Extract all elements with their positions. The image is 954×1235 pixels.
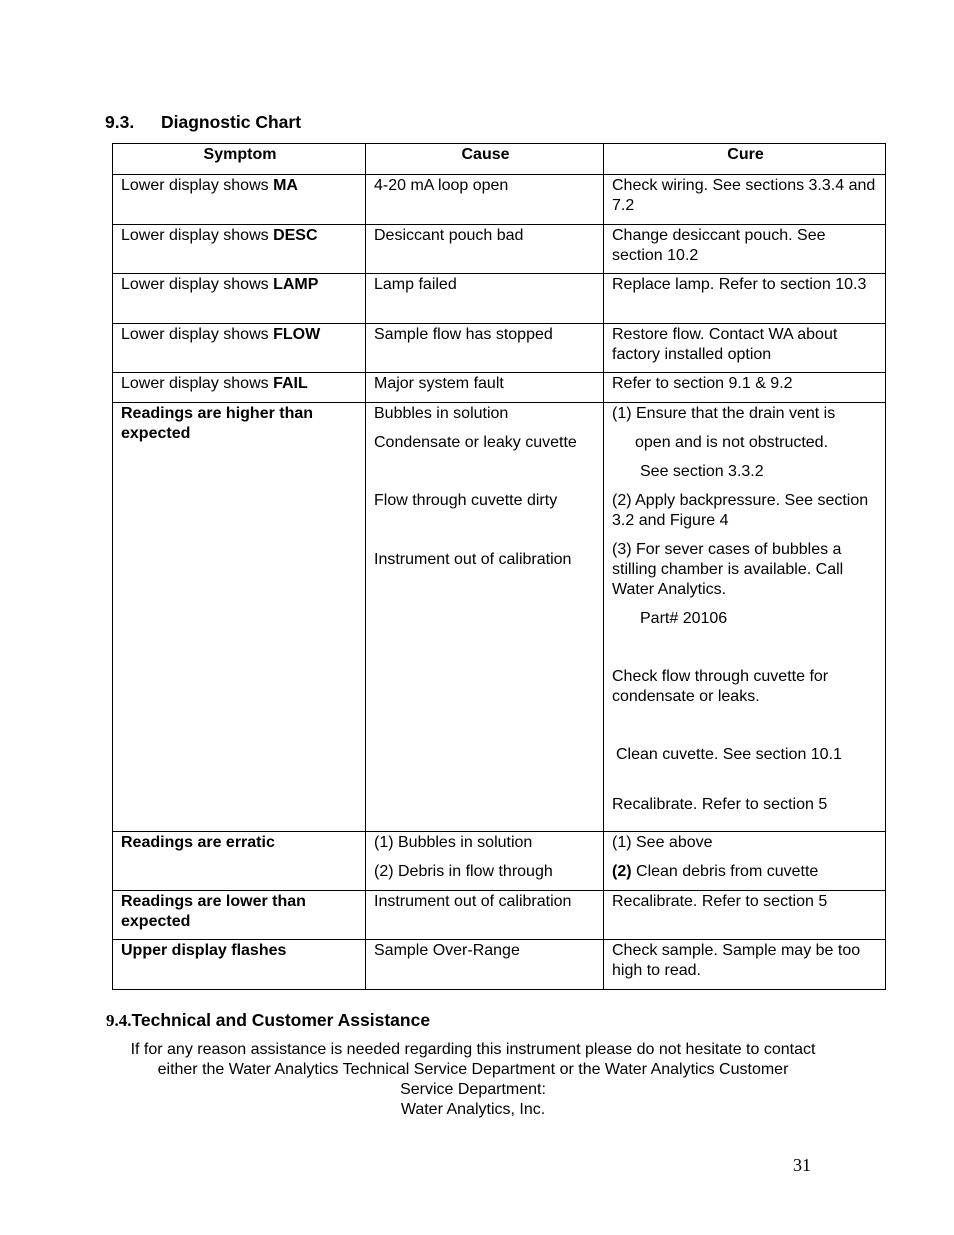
symptom-text: Lower display shows (121, 375, 274, 392)
symptom-cell (113, 324, 366, 373)
header-cure: Cure (604, 144, 886, 175)
cause-cell: Sample Over-Range (366, 940, 604, 990)
cure-cell: Replace lamp. Refer to section 10.3 (604, 274, 886, 324)
section-number: 9.3. (105, 112, 135, 132)
cause-item: Instrument out of calibration (374, 551, 572, 568)
symptom-text: Lower display shows (121, 276, 274, 293)
table-header-row (113, 144, 886, 175)
table-row-erratic (113, 832, 886, 891)
symptom-text: Lower display shows (121, 326, 274, 343)
section-heading-9-4 (106, 1010, 430, 1031)
cure-cell: Change desiccant pouch. See section 10.2 (604, 225, 886, 274)
symptom-cell: Readings are erratic (113, 832, 366, 891)
symptom-text: Lower display shows (121, 227, 274, 244)
cure-item: See section 3.3.2 (640, 463, 764, 480)
cure-text: Clean debris from cuvette (631, 863, 819, 880)
assistance-line: Service Department: (400, 1081, 546, 1098)
assistance-line: either the Water Analytics Technical Service Department or the Water Analytics Customer (157, 1061, 789, 1078)
table-row (113, 225, 886, 274)
cause-cell (366, 403, 604, 832)
table-row-higher (113, 403, 886, 832)
cure-number: (2) (612, 863, 632, 880)
page-number: 31 (793, 1155, 811, 1175)
cause-cell (366, 832, 604, 891)
section-heading-9-3 (105, 112, 301, 133)
cause-cell: Instrument out of calibration (366, 891, 604, 940)
section-number: 9.4. (106, 1011, 132, 1030)
cure-item (612, 862, 879, 882)
cure-item: Recalibrate. Refer to section 5 (612, 796, 828, 813)
table-row-lower (113, 891, 886, 940)
table-row (113, 274, 886, 324)
symptom-cell (113, 225, 366, 274)
cure-cell (604, 403, 886, 832)
display-code: DESC (273, 227, 318, 244)
assistance-paragraph (96, 1040, 850, 1120)
cure-cell: Check wiring. See sections 3.3.4 and 7.2 (604, 175, 886, 225)
cause-cell: Sample flow has stopped (366, 324, 604, 373)
cure-item: (1) See above (612, 834, 713, 851)
cure-cell: Recalibrate. Refer to section 5 (604, 891, 886, 940)
symptom-cell: Readings are higher than expected (113, 403, 366, 832)
table-row (113, 324, 886, 373)
cure-item: (2) Apply backpressure. See section 3.2 and Figure 4 (612, 492, 869, 529)
cure-cell (604, 832, 886, 891)
display-code: FAIL (273, 375, 308, 392)
cure-cell: Refer to section 9.1 & 9.2 (604, 373, 886, 403)
cure-item: (1) Ensure that the drain vent is (612, 405, 836, 422)
section-title: Diagnostic Chart (161, 112, 302, 132)
assistance-line: If for any reason assistance is needed regarding this instrument please do not hesitate to contact (130, 1041, 816, 1058)
cause-item: Condensate or leaky cuvette (374, 434, 577, 451)
cause-cell: Major system fault (366, 373, 604, 403)
symptom-cell (113, 274, 366, 324)
cure-item: (3) For sever cases of bubbles a stilling chamber is available. Call Water Analytics. (612, 541, 844, 598)
symptom-cell: Readings are lower than expected (113, 891, 366, 940)
cure-item: Clean cuvette. See section 10.1 (616, 746, 842, 763)
display-code: FLOW (273, 326, 321, 343)
display-code: MA (273, 177, 298, 194)
cure-cell: Check sample. Sample may be too high to read. (604, 940, 886, 990)
cause-item: (2) Debris in flow through (374, 863, 553, 880)
symptom-cell (113, 373, 366, 403)
assistance-line: Water Analytics, Inc. (400, 1101, 546, 1118)
cure-item: Check flow through cuvette for condensate or leaks. (612, 668, 829, 705)
table-row-flashes (113, 940, 886, 990)
header-symptom: Symptom (113, 144, 366, 175)
table-row (113, 373, 886, 403)
symptom-cell (113, 175, 366, 225)
header-cause: Cause (366, 144, 604, 175)
symptom-text: Lower display shows (121, 177, 274, 194)
diagnostic-chart-table (112, 143, 886, 990)
cure-cell: Restore flow. Contact WA about factory installed option (604, 324, 886, 373)
section-title: Technical and Customer Assistance (131, 1010, 431, 1030)
cure-item: open and is not obstructed. (635, 434, 829, 451)
table-row (113, 175, 886, 225)
cause-item: Bubbles in solution (374, 405, 509, 422)
cause-item: (1) Bubbles in solution (374, 834, 533, 851)
symptom-cell: Upper display flashes (113, 940, 366, 990)
cure-item: Part# 20106 (640, 610, 728, 627)
cause-cell: Desiccant pouch bad (366, 225, 604, 274)
cause-item: Flow through cuvette dirty (374, 492, 558, 509)
display-code: LAMP (273, 276, 319, 293)
cause-cell: Lamp failed (366, 274, 604, 324)
cause-cell: 4-20 mA loop open (366, 175, 604, 225)
